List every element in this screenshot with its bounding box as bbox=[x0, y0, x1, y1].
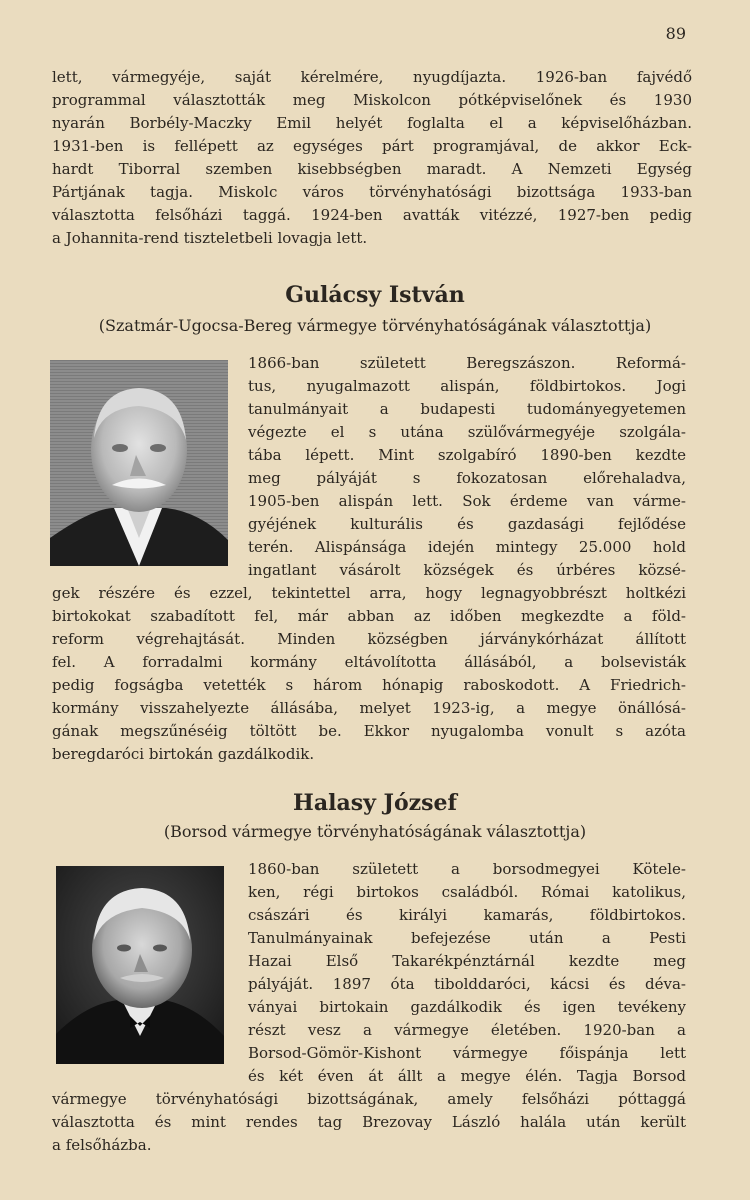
text-line: 1905-ben alispán lett. Sok érdeme van várme- bbox=[248, 492, 686, 510]
text-line: hardt Tiborral szemben kisebbségben maradt. A Nemzeti Egység bbox=[52, 160, 692, 178]
text-line: terén. Alispánsága idején mintegy 25.000 hold bbox=[248, 538, 686, 556]
text-line: Tanulmányainak befejezése után a Pesti bbox=[248, 929, 686, 947]
text-line: gyéjének kulturális és gazdasági fejlődése bbox=[248, 515, 686, 533]
gulacsy-text-full-width bbox=[52, 582, 686, 766]
halasy-text-full-width bbox=[52, 1088, 686, 1157]
text-line: pedig fogságba vetették s három hónapig raboskodott. A Friedrich- bbox=[52, 676, 686, 694]
text-line: reform végrehajtását. Minden községben járványkórházat állított bbox=[52, 630, 686, 648]
text-line: 1866-ban született Beregszászon. Reformá- bbox=[248, 354, 686, 372]
text-line: gának megszűnéséig töltött be. Ekkor nyugalomba vonult s azóta bbox=[52, 722, 686, 740]
text-line: Pártjának tagja. Miskolc város törvényhatósági bizottsága 1933-ban bbox=[52, 183, 692, 201]
text-line: vármegye törvényhatósági bizottságának, amely felsőházi póttaggá bbox=[52, 1090, 686, 1108]
text-line: birtokokat szabadított fel, már abban az időben megkezdte a föld- bbox=[52, 607, 686, 625]
section-subtitle-gulacsy: (Szatmár-Ugocsa-Bereg vármegye törvényhatóságának választottja) bbox=[98, 316, 652, 335]
intro-paragraph bbox=[52, 66, 692, 250]
text-line: ványai birtokain gazdálkodik és igen tevékeny bbox=[248, 998, 686, 1016]
text-line: nyarán Borbély-Maczky Emil helyét foglalta el a képviselőházban. bbox=[52, 114, 692, 132]
section-title-halasy: Halasy József bbox=[293, 790, 457, 816]
text-line: részt vesz a vármegye életében. 1920-ban a bbox=[248, 1021, 686, 1039]
text-line: ken, régi birtokos családból. Római katolikus, bbox=[248, 883, 686, 901]
section-subtitle-halasy: (Borsod vármegye törvényhatóságának választottja) bbox=[163, 822, 587, 841]
text-line: a Johannita-rend tiszteletbeli lovagja lett. bbox=[52, 229, 368, 247]
section-title-gulacsy: Gulácsy István bbox=[285, 282, 465, 308]
text-line: beregdaróci birtokán gazdálkodik. bbox=[52, 745, 315, 763]
text-line: programmal választották meg Miskolcon pótképviselőnek és 1930 bbox=[52, 91, 692, 109]
page-number: 89 bbox=[665, 24, 686, 43]
text-line: gek részére és ezzel, tekintettel arra, hogy legnagyobbrészt holtkézi bbox=[52, 584, 686, 602]
portrait-photo-halasy bbox=[56, 866, 224, 1064]
text-line: tába lépett. Mint szolgabíró 1890-ben kezdte bbox=[248, 446, 686, 464]
text-line: kormány visszahelyezte állásába, melyet 1923-ig, a megye önállósá- bbox=[52, 699, 686, 717]
portrait-photo-gulacsy bbox=[50, 360, 228, 566]
text-line: és két éven át állt a megye élén. Tagja Borsod bbox=[248, 1067, 686, 1085]
text-line: tus, nyugalmazott alispán, földbirtokos. Jogi bbox=[248, 377, 686, 395]
text-line: Borsod-Gömör-Kishont vármegye főispánja lett bbox=[248, 1044, 686, 1062]
text-line: pályáját. 1897 óta tibolddaróci, kácsi és déva- bbox=[248, 975, 686, 993]
text-line: választotta és mint rendes tag Brezovay László halála után került bbox=[52, 1113, 686, 1131]
gulacsy-text-beside-photo bbox=[248, 352, 686, 582]
text-line: tanulmányait a budapesti tudományegyetemen bbox=[248, 400, 686, 418]
text-line: a felsőházba. bbox=[52, 1136, 152, 1154]
text-line: végezte el s utána szülővármegyéje szolgála- bbox=[248, 423, 686, 441]
text-line: meg pályáját s fokozatosan előrehaladva, bbox=[248, 469, 686, 487]
text-line: Hazai Első Takarékpénztárnál kezdte meg bbox=[248, 952, 686, 970]
text-line: lett, vármegyéje, saját kérelmére, nyugdíjazta. 1926-ban fajvédő bbox=[52, 68, 692, 86]
text-line: fel. A forradalmi kormány eltávolította állásából, a bolsevisták bbox=[52, 653, 686, 671]
text-line: 1860-ban született a borsodmegyei Kötele- bbox=[248, 860, 686, 878]
halasy-text-beside-photo bbox=[248, 858, 686, 1088]
text-line: választotta felsőházi taggá. 1924-ben avatták vitézzé, 1927-ben pedig bbox=[52, 206, 692, 224]
text-line: 1931-ben is fellépett az egységes párt programjával, de akkor Eck- bbox=[52, 137, 692, 155]
text-line: császári és királyi kamarás, földbirtokos. bbox=[248, 906, 686, 924]
text-line: ingatlant vásárolt községek és úrbéres közsé- bbox=[248, 561, 686, 579]
